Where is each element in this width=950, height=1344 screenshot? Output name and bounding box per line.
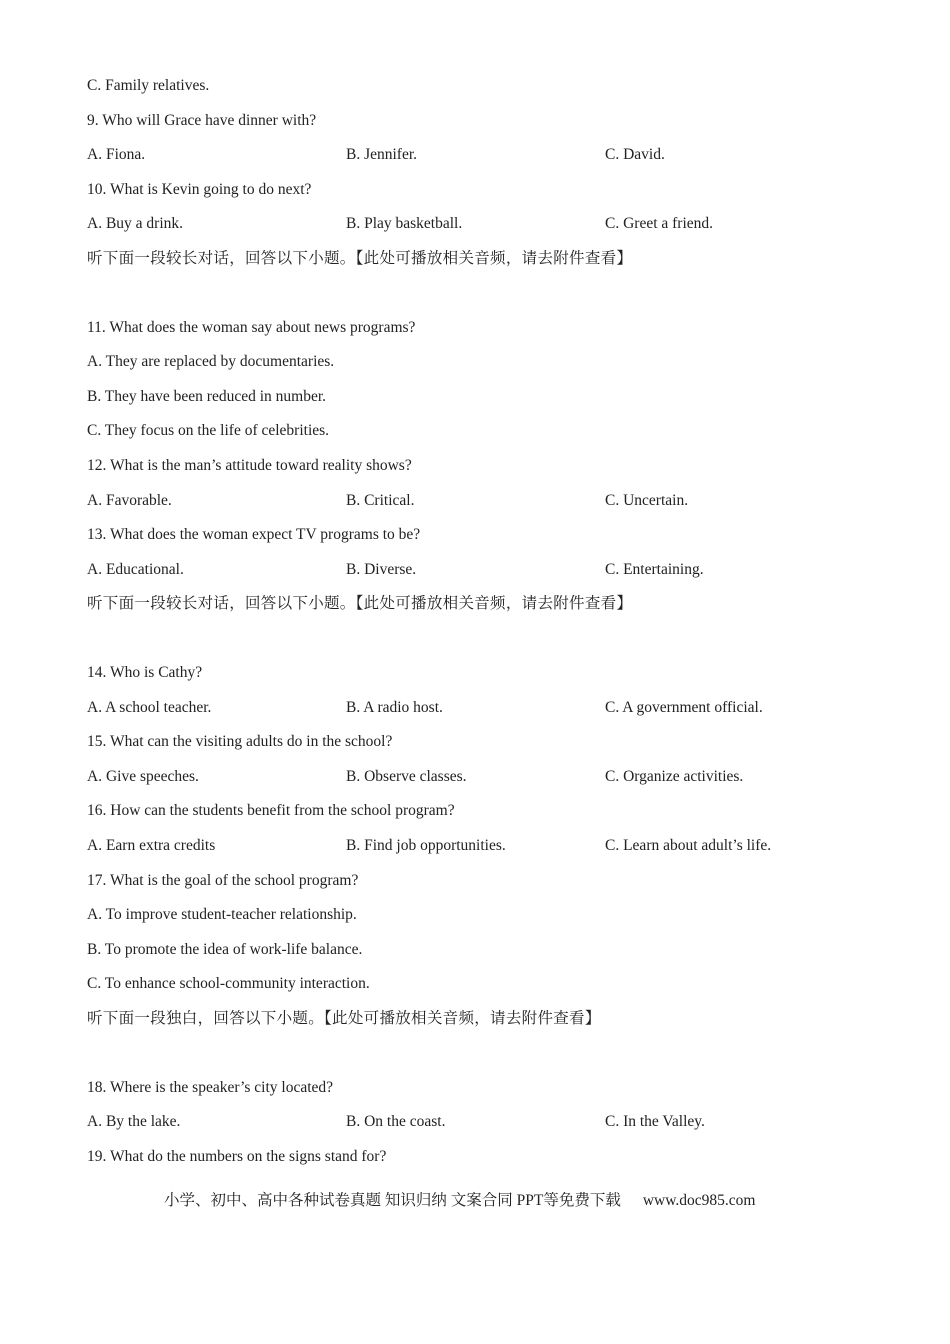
option-b: B. They have been reduced in number. [87,388,327,405]
option-b: B. On the coast. [346,1113,446,1130]
option-a: A. Favorable. [87,492,172,509]
footer-text: 小学、初中、高中各种试卷真题 知识归纳 文案合同 PPT等免费下载 [164,1192,621,1209]
option-line: C. Family relatives. [87,77,210,94]
question-9: 9. Who will Grace have dinner with? [87,112,317,129]
option-b: B. A radio host. [346,699,443,716]
page-footer [164,1191,755,1211]
option-c: C. Entertaining. [605,561,704,578]
question-16: 16. How can the students benefit from the school program? [87,802,455,819]
option-c: C. A government official. [605,699,763,716]
question-15: 15. What can the visiting adults do in the school? [87,733,393,750]
option-c: C. They focus on the life of celebrities. [87,422,330,439]
option-a: A. By the lake. [87,1113,181,1130]
question-13: 13. What does the woman expect TV programs to be? [87,526,421,543]
question-10: 10. What is Kevin going to do next? [87,181,312,198]
option-b: B. Play basketball. [346,215,463,232]
question-11: 11. What does the woman say about news programs? [87,319,416,336]
option-a: A. Educational. [87,561,184,578]
section-instruction: 听下面一段较长对话，回答以下小题。【此处可播放相关音频，请去附件查看】 [87,250,633,267]
option-c: C. Learn about adult’s life. [605,837,772,854]
option-b: B. Observe classes. [346,768,467,785]
option-c: C. David. [605,146,665,163]
option-b: B. Find job opportunities. [346,837,506,854]
footer-url: www.doc985.com [642,1192,756,1209]
option-c: C. Uncertain. [605,492,689,509]
question-17: 17. What is the goal of the school program? [87,872,359,889]
option-a: A. To improve student-teacher relationship. [87,906,357,923]
option-a: A. Give speeches. [87,768,199,785]
option-a: A. Buy a drink. [87,215,184,232]
option-b: B. To promote the idea of work-life balance. [87,941,363,958]
option-c: C. Organize activities. [605,768,744,785]
option-a: A. Fiona. [87,146,146,163]
option-c: C. In the Valley. [605,1113,705,1130]
question-19: 19. What do the numbers on the signs stand for? [87,1148,387,1165]
question-12: 12. What is the man’s attitude toward reality shows? [87,457,412,474]
section-instruction: 听下面一段较长对话，回答以下小题。【此处可播放相关音频，请去附件查看】 [87,595,633,612]
option-b: B. Critical. [346,492,415,509]
question-14: 14. Who is Cathy? [87,664,203,681]
option-b: B. Diverse. [346,561,417,578]
option-a: A. Earn extra credits [87,837,216,854]
section-instruction: 听下面一段独白，回答以下小题。【此处可播放相关音频，请去附件查看】 [87,1010,601,1027]
question-18: 18. Where is the speaker’s city located? [87,1079,334,1096]
option-c: C. Greet a friend. [605,215,714,232]
option-a: A. A school teacher. [87,699,212,716]
option-c: C. To enhance school-community interaction. [87,975,370,992]
option-a: A. They are replaced by documentaries. [87,353,335,370]
option-b: B. Jennifer. [346,146,418,163]
